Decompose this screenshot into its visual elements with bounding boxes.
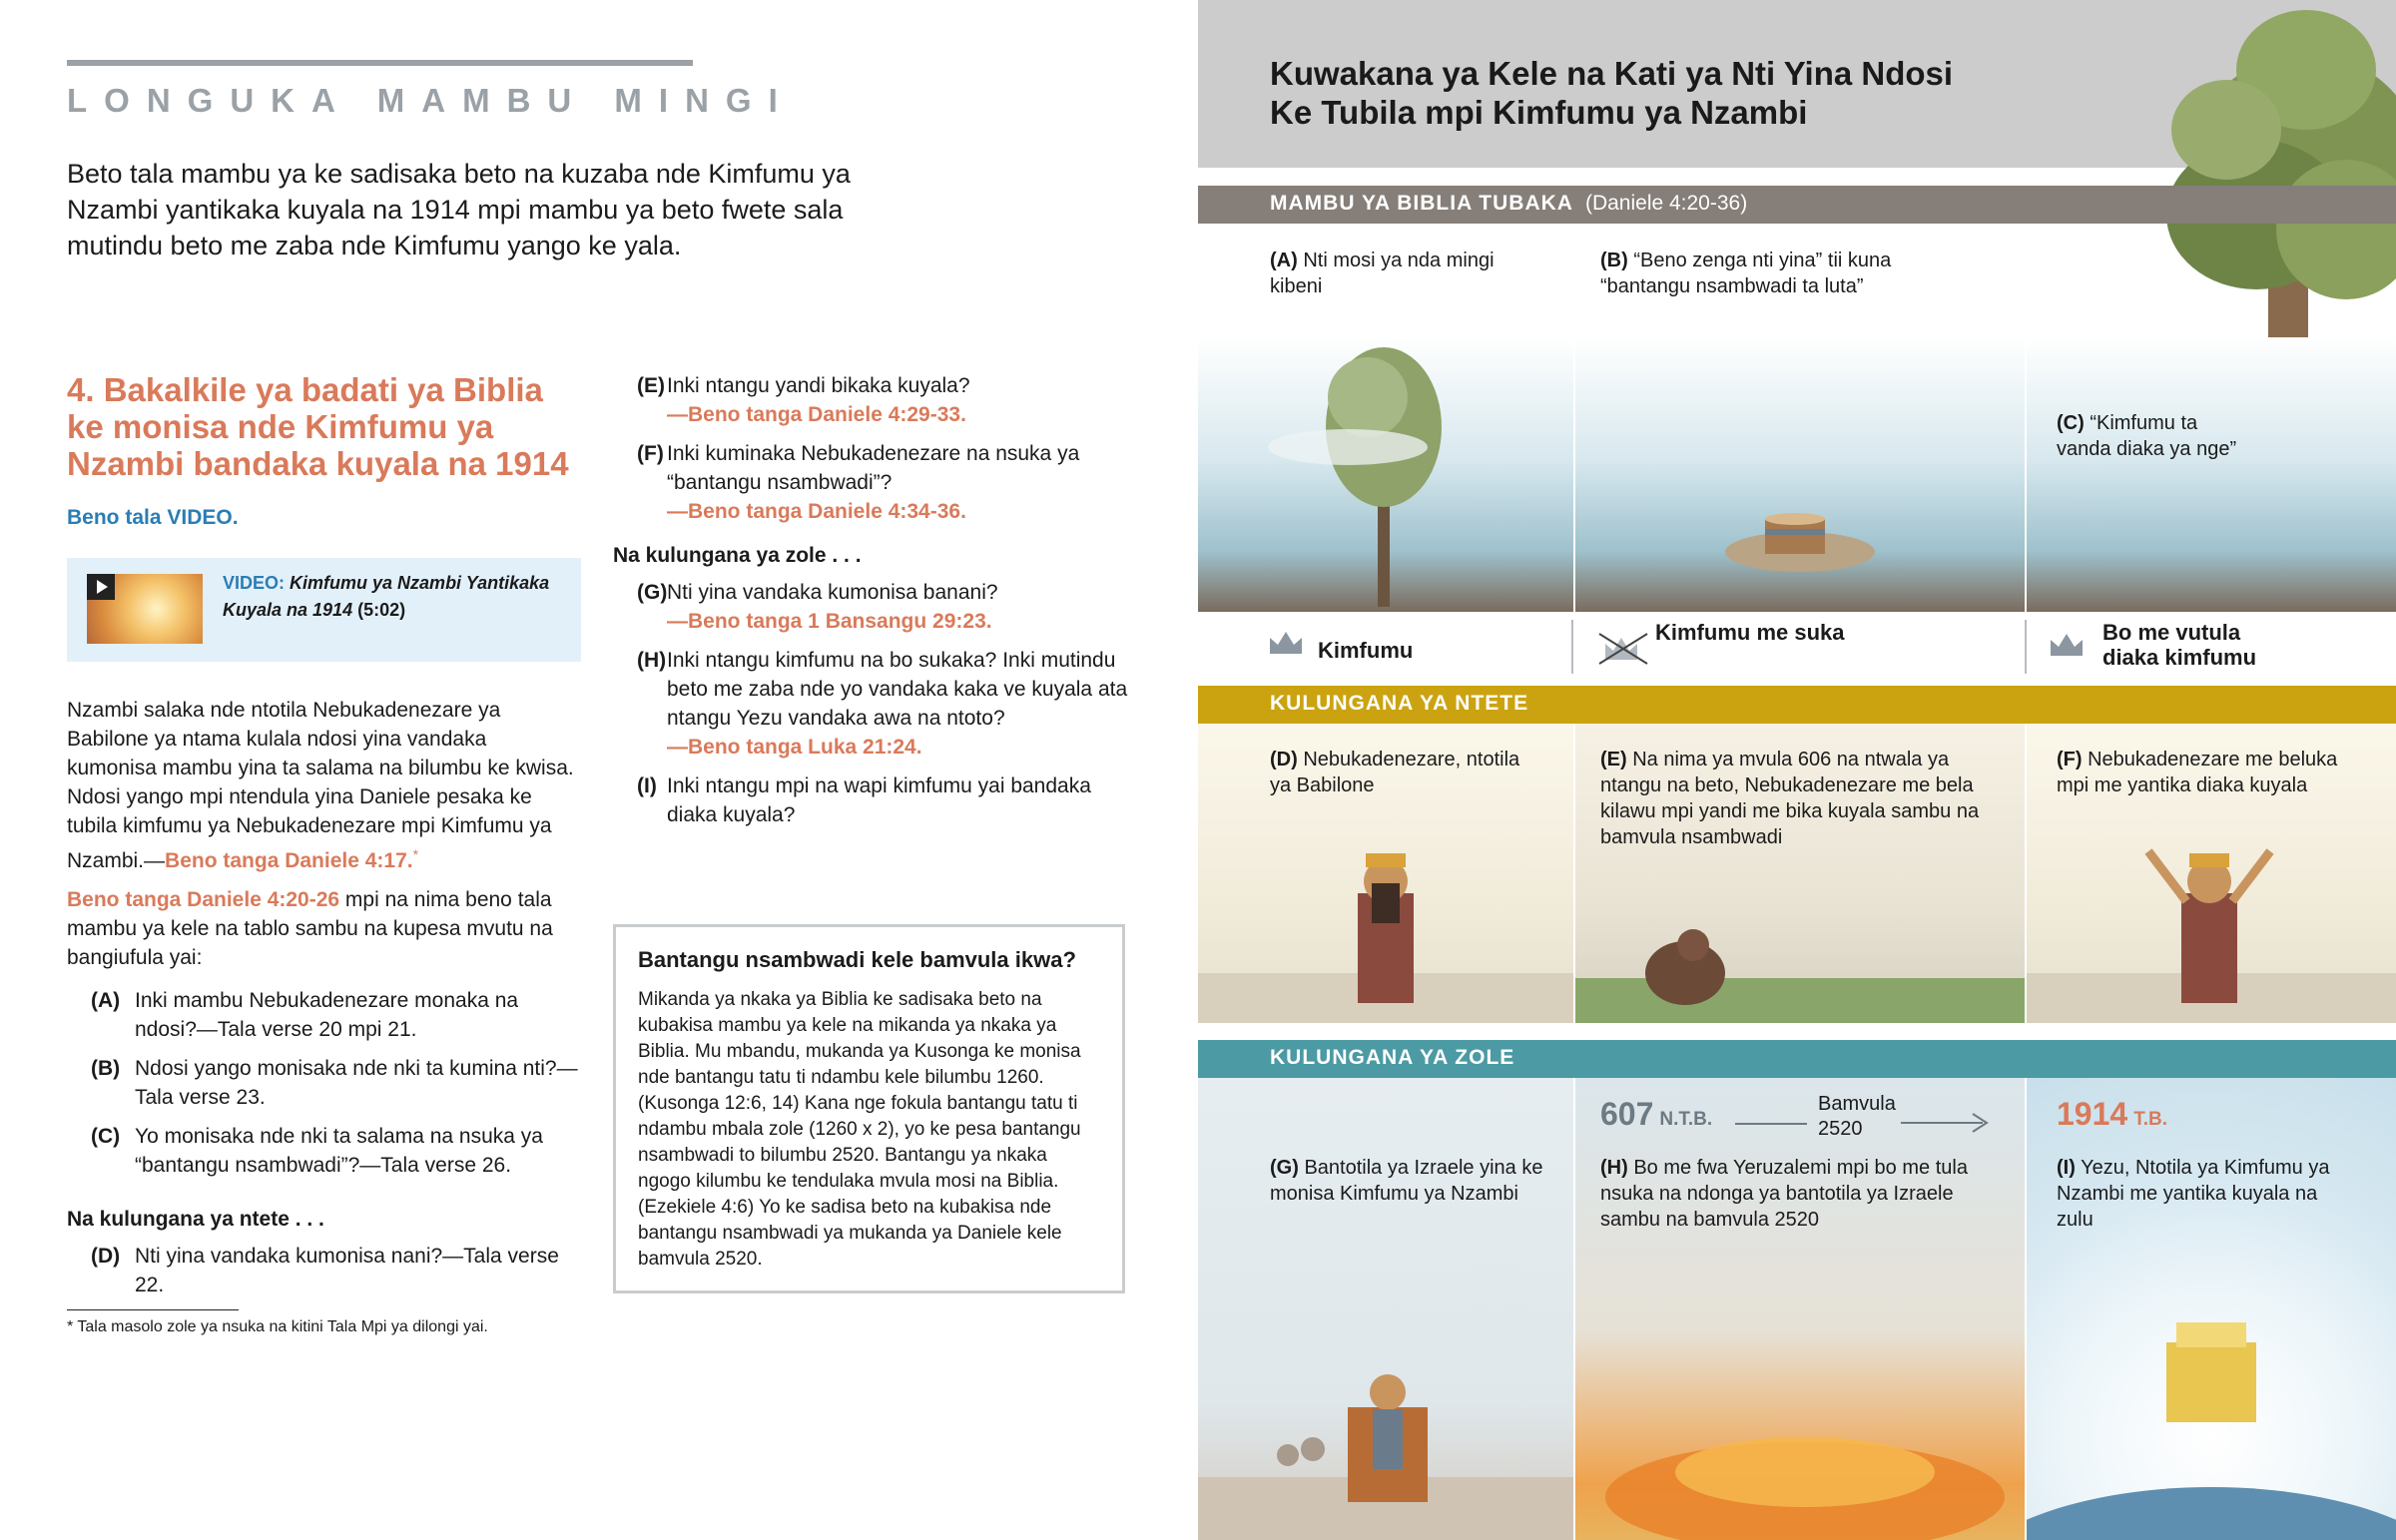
- overline-heading: LONGUKA MAMBU MINGI: [67, 82, 795, 119]
- scene-tree-regrown: [2027, 337, 2396, 612]
- divider: [1571, 620, 1573, 674]
- question-letter: (G): [637, 581, 668, 604]
- caption-h-text: Bo me fwa Yeruzalemi mpi bo me tula nsuka na ndonga ya bantotila ya Izraele sambu na bamvula 2520: [1600, 1157, 1968, 1231]
- paragraph-1: [67, 696, 581, 875]
- video-card[interactable]: [67, 558, 581, 662]
- video-title[interactable]: Kimfumu ya Nzambi Yantikaka Kuyala na 1914: [223, 573, 550, 620]
- question-e: [613, 371, 1132, 429]
- footnote: * Tala masolo zole ya nsuka na kitini Tala Mpi ya dilongi yai.: [67, 1318, 488, 1335]
- question-b: [67, 1054, 581, 1112]
- rulership-row: [1198, 612, 2396, 686]
- video-thumbnail[interactable]: [87, 574, 203, 644]
- caption-g: [1270, 1155, 1559, 1207]
- video-caption[interactable]: [223, 570, 572, 624]
- caption-a-text: Nti mosi ya nda mingi kibeni: [1270, 250, 1495, 297]
- scripture-link-luke-21-24[interactable]: —Beno tanga Luka 21:24.: [667, 736, 922, 759]
- caption-e-text: Na nima ya mvula 606 na ntwala ya ntangu na beto, Nebukadenezare me bela kilawu mpi yandi me bika kuyala sambu na bamvula nsambwadi: [1600, 749, 1980, 848]
- scripture-link-daniel-4-20[interactable]: Beno tanga Daniele 4:20-26: [67, 888, 340, 911]
- paragraph-2: [67, 885, 581, 972]
- question-text: [667, 646, 1132, 762]
- caption-f-text: Nebukadenezare me beluka mpi me yantika diaka kuyala: [2057, 749, 2338, 796]
- crown-icon: [1268, 630, 1304, 656]
- bar-second-fulfillment: [1198, 1040, 2396, 1078]
- paragraph-1-text: Nzambi salaka nde ntotila Nebukadenezare ya Babilone ya ntama kulala ndosi yina vandaka kumonisa mambu yina ta salama na bilumbu ke kwisa. Ndosi yango mpi ntendula yina Daniele pesaka ke tubila kimfumu ya Nebukadenezare mpi Kimfumu ya Nzambi.—: [67, 699, 574, 872]
- years-span-word: Bamvula: [1818, 1093, 1896, 1115]
- caption-h-letter: (H): [1600, 1157, 1628, 1179]
- label-restored-line-2: diaka kimfumu: [2102, 645, 2257, 670]
- question-text: Yo monisaka nde nki ta salama na nsuka ya “bantangu nsambwadi”?—Tala verse 26.: [135, 1125, 543, 1177]
- year-607-number: 607: [1600, 1096, 1654, 1132]
- caption-h: [1600, 1155, 2000, 1233]
- video-duration: (5:02): [357, 600, 406, 620]
- info-box: [613, 924, 1125, 1293]
- footnote-marker[interactable]: *: [412, 846, 419, 862]
- caption-i: [2057, 1155, 2356, 1233]
- caption-e: [1600, 747, 2000, 850]
- info-box-title: Bantangu nsambwadi kele bamvula ikwa?: [638, 947, 1076, 972]
- scene-tall-tree: [1198, 337, 1573, 612]
- caption-a: [1270, 248, 1529, 299]
- footnote-rule: [67, 1309, 239, 1310]
- chart-title-line-1: Kuwakana ya Kele na Kati ya Nti Yina Ndosi: [1270, 55, 1954, 92]
- caption-d: [1270, 747, 1529, 798]
- crown-icon: [2049, 632, 2085, 658]
- caption-g-text: Bantotila ya Izraele yina ke monisa Kimfumu ya Nzambi: [1270, 1157, 1543, 1205]
- caption-f-letter: (F): [2057, 749, 2083, 770]
- label-rulership-ended: Kimfumu me suka: [1655, 620, 1845, 645]
- question-h: [613, 646, 1132, 762]
- year-1914: [2057, 1096, 2167, 1133]
- heavenly-throne-icon: [2027, 1078, 2396, 1540]
- bar-first-fulfillment: [1198, 686, 2396, 724]
- year-607-era: N.T.B.: [1659, 1109, 1713, 1130]
- question-letter: (F): [637, 442, 664, 465]
- question-text: Inki ntangu mpi na wapi kimfumu yai bandaka diaka kuyala?: [667, 774, 1091, 826]
- question-d: [67, 1242, 581, 1299]
- year-607: [1600, 1096, 1712, 1133]
- question-text: Nti yina vandaka kumonisa nani?—Tala verse 22.: [135, 1245, 559, 1296]
- question-letter: (I): [637, 774, 657, 797]
- question-g: [613, 578, 1132, 636]
- question-c: [67, 1122, 581, 1180]
- years-span-number: 2520: [1818, 1118, 1863, 1140]
- scene-israel-kings: [1198, 1078, 1573, 1540]
- middle-column: [613, 371, 1132, 839]
- subheading-first-fulfillment: Na kulungana ya ntete . . .: [67, 1208, 324, 1231]
- scripture-link-1-chronicles-29-23[interactable]: —Beno tanga 1 Bansangu 29:23.: [667, 610, 992, 633]
- bar-bible-account-label: MAMBU YA BIBLIA TUBAKA (Daniele 4:20-36): [1270, 192, 1748, 215]
- scripture-link-daniel-4-34[interactable]: —Beno tanga Daniele 4:34-36.: [667, 500, 966, 523]
- caption-i-text: Yezu, Ntotila ya Kimfumu ya Nzambi me yantika kuyala na zulu: [2057, 1157, 2330, 1231]
- question-text: [667, 578, 1132, 636]
- year-1914-era: T.B.: [2133, 1109, 2167, 1130]
- divider: [2025, 620, 2027, 674]
- bar-first-fulfillment-label: KULUNGANA YA NTETE: [1270, 692, 1529, 715]
- timeline-line: [1735, 1123, 1807, 1125]
- scene-jerusalem-destroyed: [1575, 1078, 2025, 1540]
- label-restored-line-1: Bo me vutula: [2102, 620, 2241, 645]
- bar-second-fulfillment-label: KULUNGANA YA ZOLE: [1270, 1046, 1515, 1069]
- bar-bible-account: [1198, 186, 2396, 224]
- question-letter: (A): [91, 989, 121, 1012]
- info-box-text: Mikanda ya nkaka ya Biblia ke sadisaka beto na kubakisa mambu ya kele na mikanda ya nkaka ya Biblia. Mu mbandu, mukanda ya Kusonga ke monisa nde bantangu tatu ti ndambu kele bilumbu 1260. (Kusonga 12:6, 14) Kana nge fokula bantangu tatu ti ndambu mbala zole (1260 x 2), yo ke pesa bantangu nsambwadi to bilumbu 2520. Bantangu ya nkaka ngogo kilumbu ke tendulaka mvula mosi na Biblia. (Ezekiele 4:6) Yo ke sadisa beto na kubakisa nde bantangu nsambwadi ya mukanda ya Daniele kele bamvula 2520.: [638, 989, 1081, 1270]
- caption-e-letter: (E): [1600, 749, 1627, 770]
- section-title: 4. Bakalkile ya badati ya Biblia ke monisa nde Kimfumu ya Nzambi bandaka kuyala na 1914: [67, 371, 569, 482]
- years-span-label: [1818, 1092, 1896, 1142]
- burning-city-icon: [1575, 1078, 2025, 1540]
- caption-b-letter: (B): [1600, 250, 1628, 271]
- intro-paragraph: Beto tala mambu ya ke sadisaka beto na kuzaba nde Kimfumu ya Nzambi yantikaka kuyala na 1914 mpi mambu ya beto fwete sala mutindu beto me zaba nde Kimfumu yango ke yala.: [67, 159, 851, 260]
- question-letter: (H): [637, 649, 667, 672]
- caption-d-text: Nebukadenezare, ntotila ya Babilone: [1270, 749, 1520, 796]
- caption-a-letter: (A): [1270, 250, 1298, 271]
- stump-icon: [1575, 337, 2025, 612]
- chart-title-line-2: Ke Tubila mpi Kimfumu ya Nzambi: [1270, 94, 1808, 131]
- question-list-1: [67, 986, 581, 1180]
- left-column: [67, 371, 581, 1336]
- question-letter: (C): [91, 1125, 121, 1148]
- timeline-arrow-icon: [1901, 1112, 1991, 1134]
- caption-b: [1600, 248, 1960, 299]
- subheading-second-fulfillment: Na kulungana ya zole . . .: [613, 544, 862, 567]
- question-e-text: Inki ntangu yandi bikaka kuyala?: [667, 374, 970, 397]
- question-g-text: Nti yina vandaka kumonisa banani?: [667, 581, 998, 604]
- tree-icon: [1198, 337, 1573, 612]
- caption-c-text: “Kimfumu ta vanda diaka ya nge”: [2057, 412, 2237, 460]
- question-text: [667, 371, 1132, 429]
- question-letter: (E): [637, 374, 665, 397]
- right-page-chart: [1198, 0, 2396, 1540]
- question-letter: (D): [91, 1245, 121, 1268]
- caption-b-text: “Beno zenga nti yina” tii kuna “bantangu nsambwadi ta luta”: [1600, 250, 1892, 297]
- bar-bible-account-ref[interactable]: (Daniele 4:20-36): [1584, 192, 1748, 215]
- question-text: [667, 439, 1132, 526]
- question-text: Ndosi yango monisaka nde nki ta kumina nti?—Tala verse 23.: [135, 1057, 578, 1109]
- scripture-link-daniel-4-29[interactable]: —Beno tanga Daniele 4:29-33.: [667, 403, 966, 426]
- video-label: VIDEO:: [223, 573, 286, 593]
- caption-d-letter: (D): [1270, 749, 1298, 770]
- label-rulership-restored: [2102, 620, 2256, 670]
- year-1914-number: 1914: [2057, 1096, 2128, 1132]
- question-f-text: Inki kuminaka Nebukadenezare na nsuka ya “bantangu nsambwadi”?: [667, 442, 1080, 494]
- scene-tree-stump: [1575, 337, 2025, 612]
- label-rulership: Kimfumu: [1318, 638, 1414, 663]
- broken-crown-icon: [1595, 630, 1651, 666]
- scene-jesus-king-heaven: [2027, 1078, 2396, 1540]
- caption-f: [2057, 747, 2366, 798]
- play-icon[interactable]: [87, 574, 115, 600]
- caption-c-letter: (C): [2057, 412, 2085, 434]
- video-instruction: Beno tala VIDEO.: [67, 506, 239, 529]
- question-f: [613, 439, 1132, 526]
- question-text: Inki mambu Nebukadenezare monaka na ndosi?—Tala verse 20 mpi 21.: [135, 989, 519, 1041]
- question-h-text: Inki ntangu kimfumu na bo sukaka? Inki mutindu beto me zaba nde yo vandaka kaka ve kuyala ata ntangu Yezu vandaka awa na ntoto?: [667, 649, 1128, 730]
- scripture-link-daniel-4-17[interactable]: Beno tanga Daniele 4:17.: [165, 849, 413, 872]
- question-letter: (B): [91, 1057, 121, 1080]
- enthroned-king-icon: [1198, 1078, 1573, 1540]
- question-a: [67, 986, 581, 1044]
- top-rule: [67, 60, 693, 66]
- caption-g-letter: (G): [1270, 1157, 1299, 1179]
- caption-c: [2057, 410, 2256, 462]
- paragraph-2-text: mpi na nima beno tala mambu ya kele na tablo sambu na kupesa mvutu na bangiufula yai:: [67, 888, 553, 969]
- caption-i-letter: (I): [2057, 1157, 2076, 1179]
- question-i: [613, 771, 1132, 829]
